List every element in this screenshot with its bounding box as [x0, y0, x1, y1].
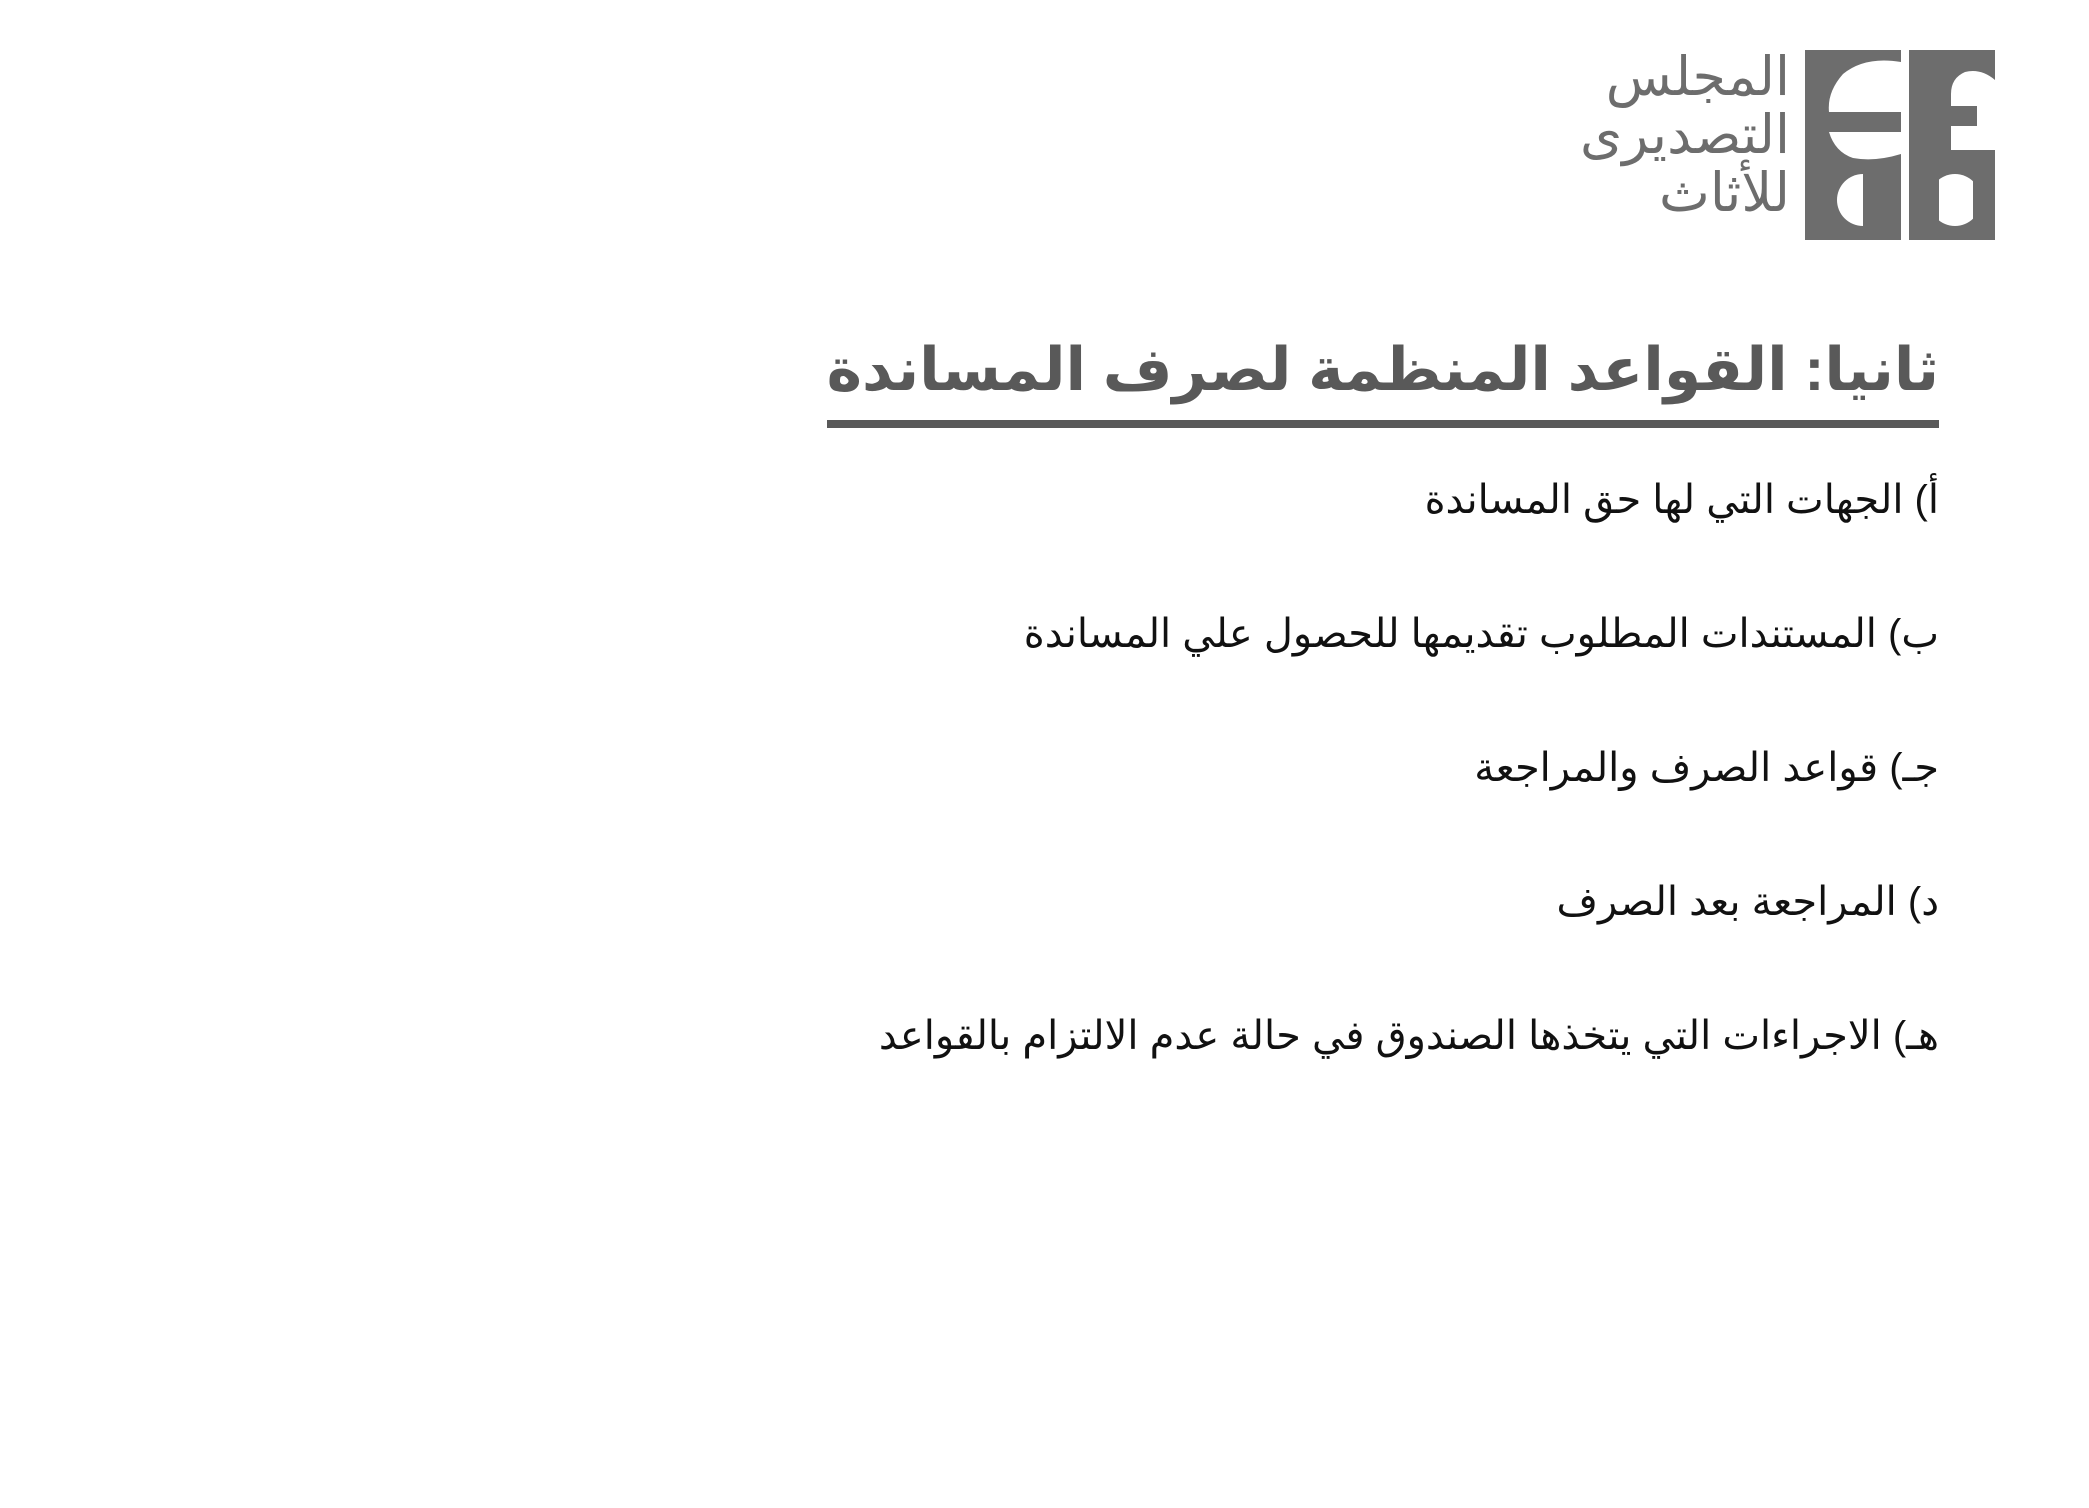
logo-mark-icon — [1805, 50, 1995, 240]
list-item: أ) الجهات التي لها حق المساندة — [1424, 478, 1939, 522]
logo-name-line: المجلس — [1605, 45, 1790, 108]
logo-name-line: التصديرى — [1579, 103, 1790, 166]
list-item: ب) المستندات المطلوب تقديمها للحصول علي المساندة — [1023, 612, 1939, 656]
logo-name — [1540, 45, 1790, 224]
council-logo — [1535, 45, 1995, 244]
page-title: ثانيا: القواعد المنظمة لصرف المساندة — [827, 330, 1939, 428]
rules-list — [639, 470, 1939, 1140]
list-item: هـ) الاجراءات التي يتخذها الصندوق في حالة عدم الالتزام بالقواعد — [878, 1014, 1939, 1058]
logo-name-line: للأثاث — [1659, 161, 1790, 224]
list-item: د) المراجعة بعد الصرف — [1556, 880, 1939, 924]
list-item: جـ) قواعد الصرف والمراجعة — [1474, 746, 1939, 790]
